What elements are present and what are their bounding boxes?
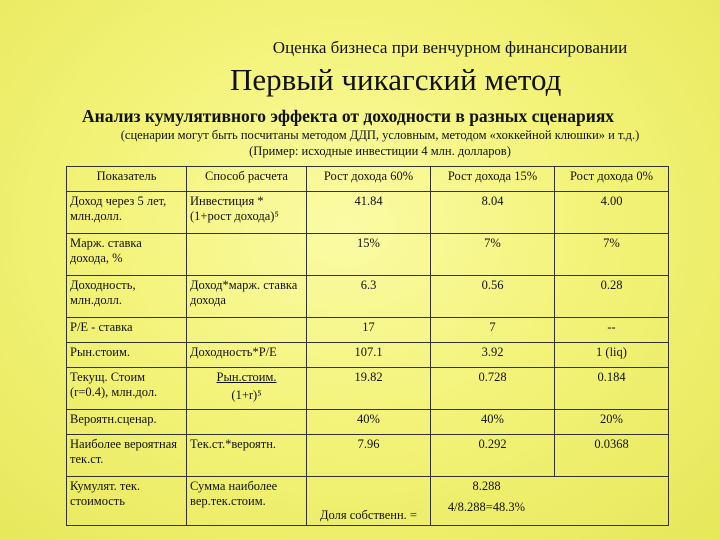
table-row: [67, 477, 669, 526]
table-row: [67, 410, 669, 435]
table-header-row: [67, 167, 669, 192]
equity-share-label: Доля собственн. =: [307, 477, 431, 526]
table-row: [67, 368, 669, 410]
table-row: [67, 343, 669, 368]
row-label: Рын.стоим.: [67, 343, 187, 368]
row-method: [187, 234, 307, 276]
value-60: 6.3: [307, 276, 431, 318]
table-row: [67, 192, 669, 234]
value-0: --: [555, 318, 669, 343]
table-row: [67, 276, 669, 318]
value-60: 107.1: [307, 343, 431, 368]
table-row: [67, 318, 669, 343]
fraction-denominator: (1+r)⁵: [231, 388, 262, 402]
row-label: Кумулят. тек. стоимость: [67, 477, 187, 526]
subtitle: Оценка бизнеса при венчурном финансировании: [272, 38, 628, 57]
total-value: 8.288: [472, 479, 501, 493]
value-15: 40%: [431, 410, 555, 435]
table-row: [67, 435, 669, 477]
value-0: 7%: [555, 234, 669, 276]
value-15: 0.292: [431, 435, 555, 477]
row-method: [187, 410, 307, 435]
row-method: Сумма наиболее вер.тек.стоим.: [187, 477, 307, 526]
row-method: Тек.ст.*вероятн.: [187, 435, 307, 477]
valuation-table: [66, 166, 669, 526]
row-label: Марж. ставка дохода, %: [67, 234, 187, 276]
header-growth-15: Рост дохода 15%: [431, 167, 555, 192]
value-60: 7.96: [307, 435, 431, 477]
header-growth-60: Рост дохода 60%: [307, 167, 431, 192]
row-method: [187, 318, 307, 343]
value-15: 0.56: [431, 276, 555, 318]
value-15: 7%: [431, 234, 555, 276]
value-0: 20%: [555, 410, 669, 435]
equity-share-calc: 4/8.288=48.3%: [447, 500, 526, 514]
row-method-fraction: [187, 368, 307, 410]
value-60: 40%: [307, 410, 431, 435]
row-method: Доход*марж. ставка дохода: [187, 276, 307, 318]
value-60: 17: [307, 318, 431, 343]
row-label: P/E - ставка: [67, 318, 187, 343]
value-15: 8.04: [431, 192, 555, 234]
value-0: 1 (liq): [555, 343, 669, 368]
row-label: Наиболее вероятная тек.ст.: [67, 435, 187, 477]
value-0: 0.0368: [555, 435, 669, 477]
value-15: 0.728: [431, 368, 555, 410]
value-15: 7: [431, 318, 555, 343]
row-method: Инвестиция * (1+рост дохода)⁵: [187, 192, 307, 234]
scenario-note: (сценарии могут быть посчитаны методом ДДП, условным, методом «хоккейной клюшки» и т.д.): [120, 128, 640, 142]
value-60: 15%: [307, 234, 431, 276]
table-row: [67, 234, 669, 276]
cumulative-total: [431, 477, 669, 526]
row-label: Доходность, млн.долл.: [67, 276, 187, 318]
row-method: Доходность*P/E: [187, 343, 307, 368]
value-0: 0.184: [555, 368, 669, 410]
header-indicator: Показатель: [67, 167, 187, 192]
row-label: Вероятн.сценар.: [67, 410, 187, 435]
value-60: 19.82: [307, 368, 431, 410]
example-note: (Пример: исходные инвестиции 4 млн. долларов): [249, 144, 511, 158]
header-growth-0: Рост дохода 0%: [555, 167, 669, 192]
value-0: 0.28: [555, 276, 669, 318]
row-label: Текущ. Стоим (r=0.4), млн.дол.: [67, 368, 187, 410]
slide-title: Первый чикагский метод: [230, 62, 562, 97]
header-method: Способ расчета: [187, 167, 307, 192]
fraction-numerator: Рын.стоим.: [216, 370, 277, 384]
value-60: 41.84: [307, 192, 431, 234]
row-label: Доход через 5 лет, млн.долл.: [67, 192, 187, 234]
value-15: 3.92: [431, 343, 555, 368]
analysis-heading: Анализ кумулятивного эффекта от доходности в разных сценариях: [82, 106, 615, 126]
value-0: 4.00: [555, 192, 669, 234]
